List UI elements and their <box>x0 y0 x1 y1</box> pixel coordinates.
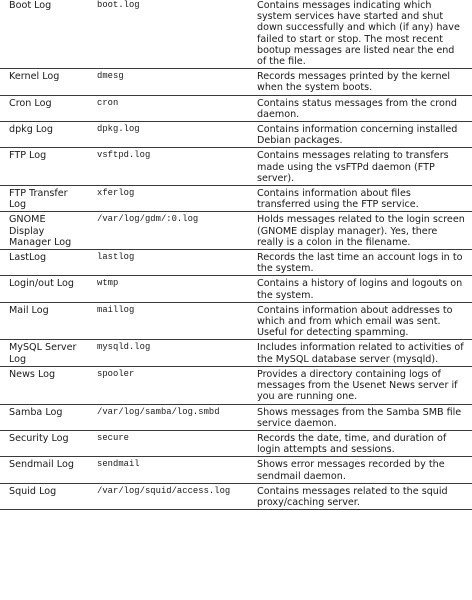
table-row <box>0 430 472 456</box>
log-description: Contains messages related to the squid proxy/caching server. <box>257 483 472 509</box>
table-row <box>0 186 472 212</box>
log-name: Samba Log <box>0 404 87 430</box>
log-description: Contains information concerning installed Debian packages. <box>257 122 472 148</box>
log-name: FTP Transfer Log <box>0 186 87 212</box>
log-description: Records the last time an account logs in to the system. <box>257 250 472 276</box>
table-row <box>0 366 472 404</box>
log-filename: /var/log/samba/log.smbd <box>87 404 257 430</box>
table-row <box>0 69 472 95</box>
log-name: Kernel Log <box>0 69 87 95</box>
table-row <box>0 276 472 302</box>
log-filename: /var/log/squid/access.log <box>87 483 257 509</box>
log-name: Squid Log <box>0 483 87 509</box>
log-filename: spooler <box>87 366 257 404</box>
log-filename: boot.log <box>87 0 257 69</box>
log-filename: mysqld.log <box>87 340 257 366</box>
table-row <box>0 148 472 186</box>
log-description: Includes information related to activities of the MySQL database server (mysqld). <box>257 340 472 366</box>
log-name: Login/out Log <box>0 276 87 302</box>
log-filename: dmesg <box>87 69 257 95</box>
log-description: Shows messages from the Samba SMB file service daemon. <box>257 404 472 430</box>
log-filename: dpkg.log <box>87 122 257 148</box>
log-description: Contains information about addresses to which and from which email was sent. Useful for detecting spamming. <box>257 302 472 340</box>
log-description: Contains a history of logins and logouts on the system. <box>257 276 472 302</box>
log-name: FTP Log <box>0 148 87 186</box>
log-description: Holds messages related to the login screen (GNOME display manager). Yes, there really is a colon in the filename. <box>257 212 472 250</box>
log-filename: vsftpd.log <box>87 148 257 186</box>
log-name: Security Log <box>0 430 87 456</box>
log-description: Contains status messages from the crond daemon. <box>257 95 472 121</box>
log-description: Provides a directory containing logs of messages from the Usenet News server if you are running one. <box>257 366 472 404</box>
table-row <box>0 122 472 148</box>
table-row <box>0 340 472 366</box>
table-row <box>0 250 472 276</box>
log-filename: maillog <box>87 302 257 340</box>
log-filename: xferlog <box>87 186 257 212</box>
table-row <box>0 0 472 69</box>
log-name: Sendmail Log <box>0 457 87 483</box>
log-filename: lastlog <box>87 250 257 276</box>
log-description: Records messages printed by the kernel when the system boots. <box>257 69 472 95</box>
table-row <box>0 212 472 250</box>
table-row <box>0 483 472 509</box>
log-description: Contains messages relating to transfers made using the vsFTPd daemon (FTP server). <box>257 148 472 186</box>
log-description: Records the date, time, and duration of login attempts and sessions. <box>257 430 472 456</box>
log-description: Contains messages indicating which system services have started and shut down successfully and which (if any) have failed to start or stop. The most recent bootup messages are listed near the end of the file. <box>257 0 472 69</box>
table-row <box>0 404 472 430</box>
log-name: Mail Log <box>0 302 87 340</box>
table-row <box>0 95 472 121</box>
log-name: News Log <box>0 366 87 404</box>
log-name: GNOME Display Manager Log <box>0 212 87 250</box>
log-filename: /var/log/gdm/:0.log <box>87 212 257 250</box>
log-name: Boot Log <box>0 0 87 69</box>
log-filename: secure <box>87 430 257 456</box>
table-row <box>0 457 472 483</box>
log-description: Shows error messages recorded by the sendmail daemon. <box>257 457 472 483</box>
log-name: MySQL Server Log <box>0 340 87 366</box>
table-row <box>0 302 472 340</box>
log-filename: wtmp <box>87 276 257 302</box>
log-description: Contains information about files transferred using the FTP service. <box>257 186 472 212</box>
log-filename: cron <box>87 95 257 121</box>
log-name: dpkg Log <box>0 122 87 148</box>
log-name: Cron Log <box>0 95 87 121</box>
log-name: LastLog <box>0 250 87 276</box>
log-filename: sendmail <box>87 457 257 483</box>
